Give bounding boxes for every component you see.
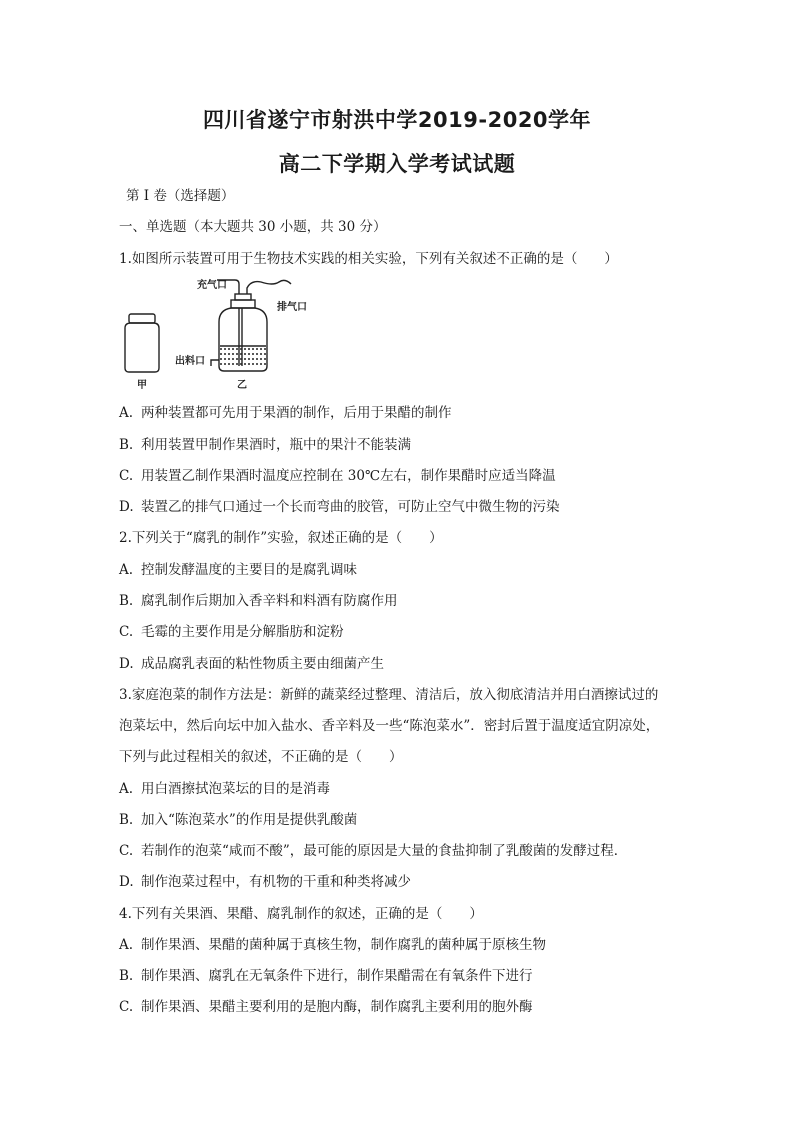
question-3-stem-line-2: 泡菜坛中，然后向坛中加入盐水、香辛料及一些“陈泡菜水”．密封后置于温度适宜阴凉处， <box>119 718 660 734</box>
q4-option-c: C. 制作果酒、果醋主要利用的是胞内酶，制作腐乳主要利用的胞外酶 <box>119 999 533 1015</box>
label-exhaust: 排气口 <box>277 302 307 313</box>
q2-option-b: B. 腐乳制作后期加入香辛料和料酒有防腐作用 <box>119 593 398 609</box>
q1-option-c: C. 用装置乙制作果酒时温度应控制在 30℃左右，制作果醋时应适当降温 <box>119 468 556 484</box>
question-1-stem: 1.如图所示装置可用于生物技术实践的相关实验，下列有关叙述不正确的是（ ） <box>119 251 618 267</box>
bottle-jia <box>125 314 159 372</box>
section-label: 第 I 卷（选择题） <box>126 188 235 204</box>
question-3-stem-line-1: 3.家庭泡菜的制作方法是：新鲜的蔬菜经过整理、清洁后，放入彻底清洁并用白酒擦试过的 <box>119 687 659 703</box>
q3-option-b: B. 加入“陈泡菜水”的作用是提供乳酸菌 <box>119 812 358 828</box>
title-line-2: 高二下学期入学考试试题 <box>278 152 516 176</box>
part-heading: 一、单选题（本大题共 30 小题，共 30 分） <box>119 219 387 235</box>
q2-option-d: D. 成品腐乳表面的粘性物质主要由细菌产生 <box>119 656 384 672</box>
apparatus-diagram <box>119 276 319 396</box>
q3-option-c: C. 若制作的泡菜“咸而不酸”，最可能的原因是大量的食盐抑制了乳酸菌的发酵过程． <box>119 843 628 859</box>
bottle-yi <box>211 280 291 371</box>
title-line-1: 四川省遂宁市射洪中学2019-2020学年 <box>202 108 592 132</box>
question-4-stem: 4.下列有关果酒、果醋、腐乳制作的叙述，正确的是（ ） <box>119 906 483 922</box>
q1-option-b: B. 利用装置甲制作果酒时，瓶中的果汁不能装满 <box>119 437 411 453</box>
q1-option-a: A. 两种装置都可先用于果酒的制作，后用于果醋的制作 <box>119 405 452 421</box>
q4-option-b: B. 制作果酒、腐乳在无氧条件下进行，制作果醋需在有氧条件下进行 <box>119 968 533 984</box>
q4-option-a: A. 制作果酒、果醋的菌种属于真核生物，制作腐乳的菌种属于原核生物 <box>119 937 546 953</box>
q1-option-d: D. 装置乙的排气口通过一个长而弯曲的胶管，可防止空气中微生物的污染 <box>119 499 560 515</box>
label-jia: 甲 <box>137 380 147 391</box>
question-2-stem: 2.下列关于“腐乳的制作”实验，叙述正确的是（ ） <box>119 530 443 546</box>
q3-option-a: A. 用白酒擦拭泡菜坛的目的是消毒 <box>119 781 330 797</box>
q2-option-c: C. 毛霉的主要作用是分解脂肪和淀粉 <box>119 624 344 640</box>
q3-option-d: D. 制作泡菜过程中，有机物的干重和种类将减少 <box>119 874 411 890</box>
q2-option-a: A. 控制发酵温度的主要目的是腐乳调味 <box>119 562 357 578</box>
question-3-stem-line-3: 下列与此过程相关的叙述，不正确的是（ ） <box>119 749 403 765</box>
label-inlet: 充气口 <box>197 280 227 291</box>
label-yi: 乙 <box>237 380 247 391</box>
label-outlet: 出料口 <box>175 356 205 367</box>
fermentation-apparatus-figure <box>119 276 319 396</box>
